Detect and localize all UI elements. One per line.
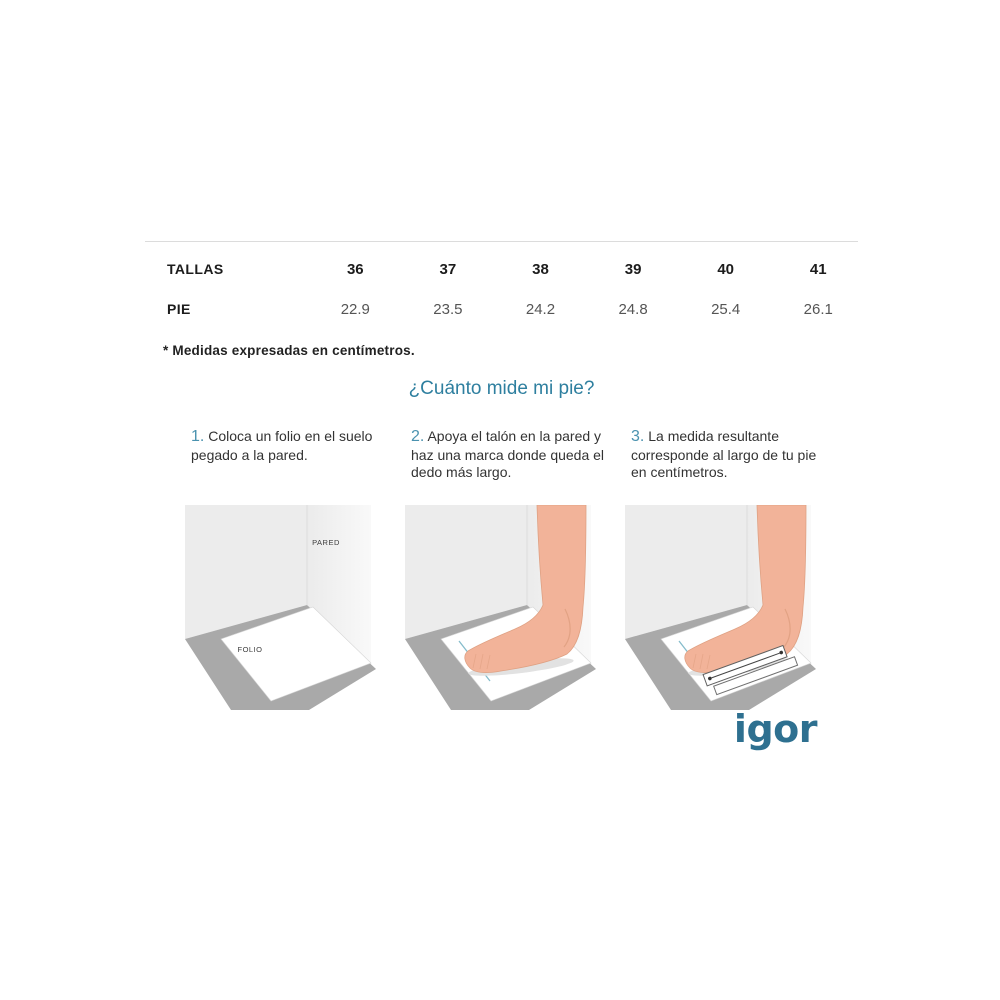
foot-length-cell: 23.5: [433, 301, 463, 318]
step-2: [405, 427, 605, 710]
step-1: [185, 427, 380, 710]
size-cell: 40: [717, 261, 735, 278]
foot-on-paper-illustration: [405, 505, 600, 710]
foot-row-label: PIE: [167, 301, 191, 317]
step-1-number: 1.: [191, 428, 205, 445]
measurement-note: * Medidas expresadas en centímetros.: [163, 343, 415, 358]
size-cell: 37: [439, 261, 457, 278]
table-row-sizes: [167, 261, 865, 278]
table-row-foot: [167, 301, 865, 318]
paper-label: FOLIO: [237, 645, 263, 654]
foot-length-cell: 26.1: [803, 301, 833, 318]
foot-measurement-illustration: [625, 505, 820, 710]
size-table: [167, 261, 865, 318]
foot-length-cell: 24.2: [525, 301, 556, 318]
step-2-instruction: Apoya el talón en la pared y haz una marca donde queda el dedo más largo.: [411, 428, 605, 481]
size-cell: 38: [532, 261, 549, 278]
section-heading: ¿Cuánto mide mi pie?: [408, 378, 595, 399]
step-1-instruction: Coloca un folio en el suelo pegado a la pared.: [191, 428, 373, 463]
step-3-instruction: La medida resultante corresponde al largo de tu pie en centímetros.: [631, 428, 817, 481]
step-2-text: [405, 427, 607, 505]
size-cell: 39: [624, 261, 642, 278]
size-cell: 41: [809, 261, 827, 278]
step-3-number: 3.: [631, 428, 645, 445]
foot-length-cell: 25.4: [711, 301, 741, 318]
step-1-text: [185, 427, 387, 505]
room-corner-illustration: [185, 505, 380, 710]
wall-label: PARED: [312, 538, 340, 547]
step-3: [625, 427, 820, 710]
foot-length-cell: 22.9: [340, 301, 370, 318]
step-3-text: [625, 427, 827, 505]
step-2-number: 2.: [411, 428, 425, 445]
measure-steps: [185, 427, 820, 710]
brand-logo: igor: [733, 707, 817, 751]
foot-length-cell: 24.8: [618, 301, 648, 318]
top-divider: [145, 241, 858, 242]
sizes-row-label: TALLAS: [167, 261, 224, 277]
size-cell: 36: [346, 261, 364, 278]
